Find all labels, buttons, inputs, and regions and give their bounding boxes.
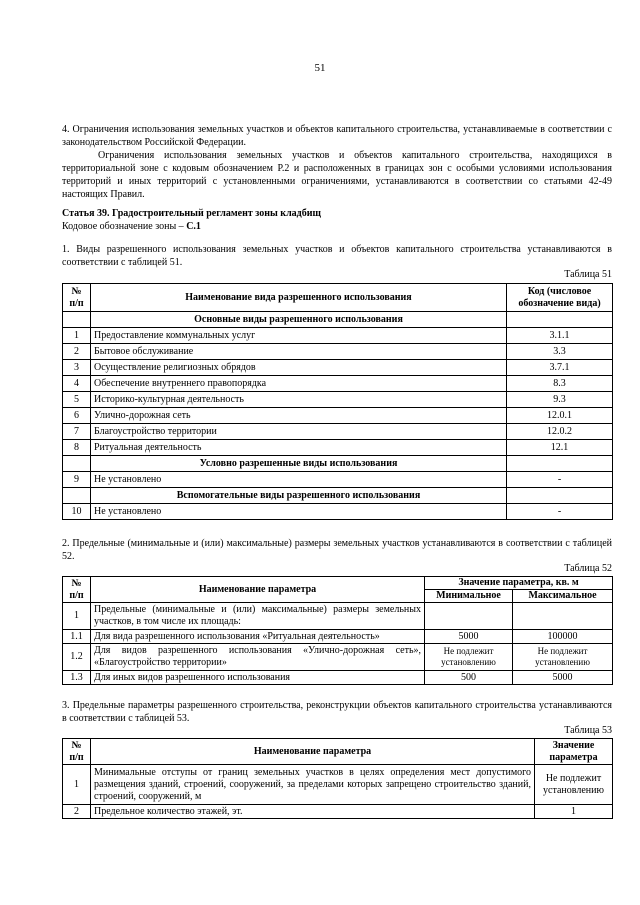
- table-row: 4 Обеспечение внутреннего правопорядка 8.3: [63, 376, 613, 392]
- table-row: 1.3 Для иных видов разрешенного использования 500 5000: [63, 671, 613, 685]
- table53-caption: Таблица 53: [564, 725, 612, 736]
- table52-header-row: [63, 577, 613, 590]
- table51-caption: Таблица 51: [564, 269, 612, 280]
- table-row: 1 Предельные (минимальные и (или) максимальные) размеры земельных участков, в том числе их площадь:: [63, 603, 613, 630]
- table53-header-name: Наименование параметра: [91, 739, 535, 765]
- restrictions-text: Ограничения использования земельных участков и объектов капитального строительства, находящихся в территориальной зоне с кодовым обозначением Р.2 и расположенных в границах зон с особыми условиями использования территорий и иных территорий с установленными ограничениями, устанавливаются в соответствии со статьями 42-49 настоящих Правил.: [62, 150, 612, 200]
- table-row: 1.1 Для вида разрешенного использования «Ритуальная деятельность» 5000 100000: [63, 630, 613, 644]
- table52-header-min: Минимальное: [425, 590, 513, 603]
- section-title: Основные виды разрешенного использования: [91, 312, 507, 328]
- zone-code-label: Кодовое обозначение зоны –: [62, 221, 184, 232]
- table52-header-value: Значение параметра, кв. м: [425, 577, 613, 590]
- section-title: Вспомогательные виды разрешенного использования: [91, 488, 507, 504]
- table51-section-row: [63, 456, 613, 472]
- table-row: 3 Осуществление религиозных обрядов 3.7.1: [63, 360, 613, 376]
- table52-header-num: № п/п: [63, 577, 91, 603]
- table-row: 2 Бытовое обслуживание 3.3: [63, 344, 613, 360]
- table-row: 9 Не установлено -: [63, 472, 613, 488]
- section-title: Условно разрешенные виды использования: [91, 456, 507, 472]
- table-row: 5 Историко-культурная деятельность 9.3: [63, 392, 613, 408]
- table-row: 6 Улично-дорожная сеть 12.0.1: [63, 408, 613, 424]
- page-number: 51: [314, 62, 326, 74]
- table-row: 2 Предельное количество этажей, эт. 1: [63, 805, 613, 819]
- table-row: 10 Не установлено -: [63, 504, 613, 520]
- zone-code-line: [62, 220, 612, 233]
- table-row: 7 Благоустройство территории 12.0.2: [63, 424, 613, 440]
- table51-section-row: [63, 312, 613, 328]
- table52-header-name: Наименование параметра: [91, 577, 425, 603]
- article-heading-block: [62, 207, 612, 233]
- section1-text: 1. Виды разрешенного использования земельных участков и объектов капитального строительства устанавливаются в соответствии с таблицей 51.: [62, 244, 612, 268]
- table53-header-num: № п/п: [63, 739, 91, 765]
- table51-header-code: Код (числовое обозначение вида): [507, 284, 613, 312]
- zone-code-value: С.1: [186, 221, 201, 232]
- table53: [62, 738, 613, 819]
- table51-header-row: [63, 284, 613, 312]
- table51-section-row: [63, 488, 613, 504]
- article-title: Статья 39. Градостроительный регламент зоны кладбищ: [62, 208, 321, 219]
- table53-header-value: Значение параметра: [535, 739, 613, 765]
- table-row: 1 Предоставление коммунальных услуг 3.1.1: [63, 328, 613, 344]
- restrictions-item: 4. Ограничения использования земельных участков и объектов капитального строительства, устанавливаемые в соответствии с законодательством Российской Федерации.: [62, 124, 612, 148]
- table51-header-num: № п/п: [63, 284, 91, 312]
- table53-header-row: [63, 739, 613, 765]
- table51-header-name: Наименование вида разрешенного использования: [91, 284, 507, 312]
- restrictions-paragraph: [62, 123, 612, 201]
- table52-header-max: Максимальное: [513, 590, 613, 603]
- section2-text: 2. Предельные (минимальные и (или) максимальные) размеры земельных участков устанавливаются в соответствии с таблицей 52.: [62, 538, 612, 562]
- table-row: 1 Минимальные отступы от границ земельных участков в целях определения мест допустимого размещения зданий, строений, сооружений, за пределами которых запрещено строительство зданий, строений, сооружений, м Не подлежит установлению: [63, 765, 613, 805]
- table51: [62, 283, 613, 520]
- table52: [62, 576, 613, 685]
- table-row: 8 Ритуальная деятельность 12.1: [63, 440, 613, 456]
- section3-text: 3. Предельные параметры разрешенного строительства, реконструкции объектов капитального строительства устанавливаются в соответствии с таблицей 53.: [62, 700, 612, 724]
- table-row: 1.2 Для видов разрешенного использования «Улично-дорожная сеть», «Благоустройство территории» Не подлежит установлению Не подлежит установлению: [63, 644, 613, 671]
- table52-caption: Таблица 52: [564, 563, 612, 574]
